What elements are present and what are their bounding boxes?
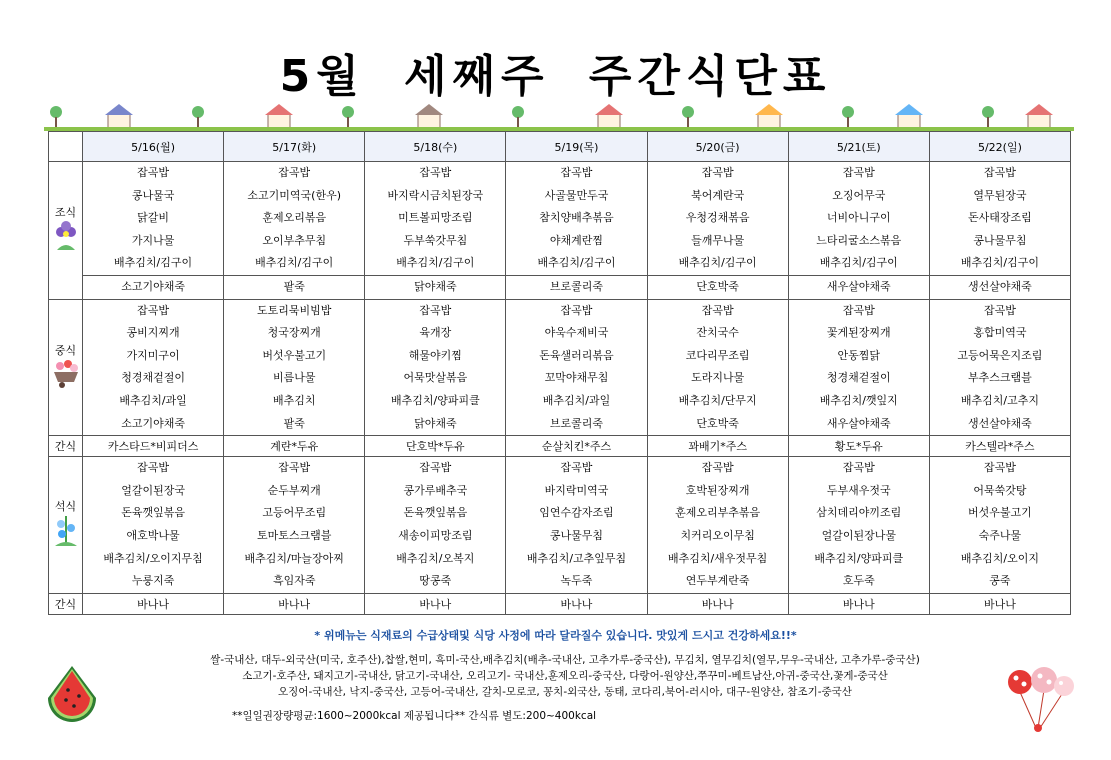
menu-item: 고등어무조림 (262, 506, 327, 520)
menu-item: 훈제오리부추볶음 (675, 506, 761, 520)
day-header: 5/17(화) (224, 132, 365, 162)
menu-item: 잡곡밥 (842, 461, 875, 475)
menu-item: 너비아니구이 (826, 211, 891, 225)
snack-cell: 바나나 (224, 593, 365, 614)
menu-item: 잡곡밥 (137, 166, 170, 179)
menu-item: 호박된장찌개 (685, 483, 750, 497)
menu-item: 버섯우불고기 (968, 506, 1032, 520)
meal-label-cell (49, 162, 83, 300)
snack-row (49, 593, 1071, 614)
menu-item: 북어계란국 (691, 188, 745, 202)
menu-item: 숙주나물 (978, 528, 1022, 542)
menu-item: 사골물만두국 (544, 188, 609, 202)
menu-item: 육개장 (419, 326, 452, 340)
menu-item: 두부쑥갓무침 (403, 233, 468, 247)
meal-label-cell (49, 457, 83, 594)
menu-item: 배추김치/고추지 (960, 393, 1039, 407)
menu-item: 안동찜닭 (837, 348, 881, 362)
corner-cell (49, 132, 83, 162)
menu-cell (929, 457, 1070, 594)
menu-item: 단호박죽 (696, 416, 739, 430)
meal-label: 조식 (54, 205, 77, 219)
flower-cart-icon (50, 380, 82, 393)
menu-item: 배추김치/양파피클 (390, 393, 480, 407)
snack-cell: 꽈배기*주스 (647, 436, 788, 457)
menu-item: 오징어무국 (832, 188, 886, 202)
menu-item: 새우살야채죽 (826, 416, 891, 430)
porridge-item: 소고기야채죽 (83, 275, 223, 299)
meal-label-cell (49, 299, 83, 436)
snack-cell: 바나나 (506, 593, 647, 614)
watermelon-icon (44, 660, 100, 736)
snack-row (49, 436, 1071, 457)
menu-item: 야채계란찜 (549, 233, 604, 247)
menu-cell (788, 457, 929, 594)
menu-item: 배추김치/새우젓무침 (667, 551, 768, 565)
menu-cell (83, 299, 224, 436)
porridge-item: 생선살야채죽 (930, 275, 1070, 299)
origin-info (130, 652, 1000, 700)
menu-item: 배추김치/오복지 (396, 551, 475, 565)
menu-item: 닭갈비 (137, 211, 170, 225)
menu-item: 바지락미역국 (544, 483, 609, 497)
menu-item: 소고기야채죽 (121, 416, 185, 430)
menu-item: 돈육깻잎볶음 (121, 506, 185, 520)
snack-cell: 황도*두유 (788, 436, 929, 457)
menu-cell (788, 162, 929, 300)
meal-label: 간식 (54, 597, 77, 611)
menu-item: 배추김치/오이지무침 (103, 551, 203, 565)
menu-item: 잡곡밥 (560, 303, 593, 317)
menu-cell (224, 162, 365, 300)
menu-item: 참치양배추볶음 (539, 211, 614, 225)
snack-cell: 바나나 (83, 593, 224, 614)
menu-cell (506, 457, 647, 594)
menu-item: 잡곡밥 (560, 166, 593, 179)
page-title: 5월 세째주 주간식단표 (279, 51, 832, 102)
menu-item: 배추김치/김구이 (396, 256, 475, 270)
menu-item: 임연수감자조림 (539, 506, 614, 520)
menu-item: 잡곡밥 (560, 461, 593, 475)
origin-line: 오징어-국내산, 낙지-중국산, 고등어-국내산, 갈치-모로코, 꽁치-외국산, 동태, 코다리,북어-러시아, 대구-원양산, 참조기-중국산 (278, 686, 852, 698)
menu-cell (788, 299, 929, 436)
kcal-info: **일일권장량평균:1600~2000kcal 제공됩니다** 간식류 별도:200~400kcal (232, 710, 597, 722)
menu-cell (224, 457, 365, 594)
menu-item: 팥죽 (283, 416, 305, 430)
menu-cell (647, 457, 788, 594)
menu-item: 야욱수제비국 (544, 326, 609, 340)
notice-text: * 위메뉴는 식재료의 수급상태및 식당 사정에 따라 달라질수 있습니다. 맛있게 드시고 건강하세요!!* (314, 629, 797, 642)
menu-item: 잡곡밥 (278, 461, 311, 475)
menu-item: 얼갈이된장국 (121, 483, 185, 497)
menu-item: 잡곡밥 (701, 461, 734, 475)
day-header: 5/19(목) (506, 132, 647, 162)
menu-item: 새송이피망조림 (398, 528, 473, 542)
menu-item: 잡곡밥 (419, 166, 452, 179)
menu-item: 배추김치/김구이 (819, 256, 898, 270)
porridge-item: 새우살야채죽 (789, 275, 929, 299)
origin-line: 쌀-국내산, 대두-외국산(미국, 호주산),찹쌀,현미, 흑미-국산,배추김치(배추-국내산, 고추가루-중국산), 무김치, 열무김치(열무,무우-국내산, 고추가루-중국산) (210, 654, 920, 666)
day-header: 5/22(일) (929, 132, 1070, 162)
menu-item: 잡곡밥 (983, 166, 1016, 179)
menu-item: 배추김치/양파피클 (814, 551, 904, 565)
menu-item: 청경채겉절이 (121, 371, 185, 385)
menu-item: 부추스크램블 (968, 371, 1032, 385)
snack-cell: 카스타드*비피더스 (83, 436, 224, 457)
menu-item: 꼬막야채무침 (544, 371, 609, 385)
snack-cell: 단호박*두유 (365, 436, 506, 457)
meal-label: 중식 (54, 343, 77, 357)
menu-cell (83, 457, 224, 594)
menu-item: 해물야키찜 (408, 348, 462, 362)
menu-cell (647, 162, 788, 300)
menu-item: 청경채겉절이 (826, 371, 891, 385)
menu-item: 두부새우젓국 (826, 483, 891, 497)
menu-item: 오이부추무침 (262, 233, 327, 247)
menu-item: 잡곡밥 (278, 166, 311, 179)
menu-cell (929, 299, 1070, 436)
ladybug-balloons-icon (1000, 664, 1080, 736)
menu-item: 배추김치/과일 (542, 393, 611, 407)
snack-cell: 바나나 (647, 593, 788, 614)
meal-label: 석식 (54, 500, 77, 514)
menu-cell (365, 457, 506, 594)
menu-item: 누룽지죽 (131, 574, 175, 588)
menu-item: 잡곡밥 (137, 461, 170, 475)
menu-item: 배추김치/김구이 (960, 256, 1039, 270)
menu-cell (506, 162, 647, 300)
menu-item: 코다리무조림 (685, 348, 750, 362)
menu-item: 꽃게된장찌개 (826, 326, 891, 340)
menu-item: 콩죽 (989, 574, 1011, 588)
menu-item: 콩비지찌개 (126, 326, 180, 340)
lunch-row (49, 299, 1071, 436)
menu-item: 콩나물무침 (973, 233, 1027, 247)
menu-item: 도토리묵비빔밥 (257, 303, 332, 317)
menu-item: 녹두죽 (560, 574, 593, 588)
menu-item: 브로콜리죽 (549, 416, 604, 430)
snack-cell: 바나나 (788, 593, 929, 614)
weekly-menu-table (48, 131, 1071, 615)
menu-item: 어묵맛살볶음 (403, 371, 468, 385)
porridge-item: 단호박죽 (648, 275, 788, 299)
menu-item: 잡곡밥 (842, 166, 875, 179)
menu-item: 배추김치/과일 (119, 393, 187, 407)
menu-item: 어묵쑥갓탕 (973, 483, 1027, 497)
menu-item: 잡곡밥 (983, 461, 1016, 475)
snack-cell: 바나나 (929, 593, 1070, 614)
meal-label-cell (49, 436, 83, 457)
menu-item: 비름나물 (272, 371, 316, 385)
menu-item: 배추김치/깻잎지 (819, 393, 898, 407)
menu-item: 가지나물 (131, 233, 175, 247)
menu-item: 느타리굴소스볶음 (816, 233, 902, 247)
menu-item: 잡곡밥 (701, 166, 734, 179)
menu-item: 잡곡밥 (419, 303, 452, 317)
dinner-row (49, 457, 1071, 594)
menu-item: 들깨무나물 (691, 233, 745, 247)
menu-item: 가지미구이 (126, 348, 180, 362)
day-header: 5/20(금) (647, 132, 788, 162)
menu-item: 잡곡밥 (137, 303, 170, 317)
menu-item: 토마토스크램블 (257, 528, 332, 542)
snack-cell: 계란*두유 (224, 436, 365, 457)
menu-item: 잡곡밥 (842, 303, 875, 317)
snack-cell: 카스텔라*주스 (929, 436, 1070, 457)
menu-item: 소고기미역국(한우) (247, 188, 341, 202)
menu-item: 열무된장국 (973, 188, 1027, 202)
menu-cell (506, 299, 647, 436)
porridge-item: 닭야채죽 (365, 275, 505, 299)
menu-item: 배추김치/김구이 (537, 256, 616, 270)
menu-item: 콩가루배추국 (403, 483, 468, 497)
menu-item: 콩나물무침 (549, 528, 604, 542)
origin-line: 소고기-호주산, 돼지고기-국내산, 닭고기-국내산, 오리고기- 국내산,훈제오리-중국산, 다랑어-원양산,쭈꾸미-베트남산,아귀-중국산,꽃게-중국산 (242, 670, 888, 682)
menu-item: 애호박나물 (126, 528, 180, 542)
snack-cell: 순살치킨*주스 (506, 436, 647, 457)
menu-item: 홍합미역국 (973, 326, 1027, 340)
meal-label: 간식 (54, 440, 77, 454)
day-header: 5/16(월) (83, 132, 224, 162)
menu-cell (647, 299, 788, 436)
bluebell-flower-icon (51, 538, 81, 551)
menu-cell (365, 299, 506, 436)
menu-item: 도라지나물 (691, 371, 745, 385)
menu-item: 땅콩죽 (419, 574, 452, 588)
menu-item: 배추김치/고추잎무침 (526, 551, 627, 565)
menu-item: 배추김치 (272, 393, 316, 407)
menu-item: 콩나물국 (131, 188, 175, 202)
menu-item: 바지락시금치된장국 (387, 188, 484, 202)
menu-item: 버섯우불고기 (262, 348, 327, 362)
menu-item: 배추김치/김구이 (255, 256, 334, 270)
village-houses-icon (48, 100, 1072, 130)
menu-item: 배추김치/김구이 (678, 256, 757, 270)
menu-cell (929, 162, 1070, 300)
porridge-item: 팥죽 (224, 275, 364, 299)
menu-item: 잡곡밥 (419, 461, 452, 475)
menu-item: 돈육샐러리볶음 (539, 348, 614, 362)
menu-cell (365, 162, 506, 300)
menu-item: 배추김치/마늘장아찌 (244, 551, 344, 565)
menu-item: 치커리오이무침 (680, 528, 755, 542)
menu-item: 순두부찌개 (267, 483, 321, 497)
menu-item: 고등어묵은지조림 (957, 348, 1043, 362)
day-header: 5/21(토) (788, 132, 929, 162)
menu-item: 생선살야채죽 (968, 416, 1032, 430)
snack-cell: 바나나 (365, 593, 506, 614)
menu-item: 미트볼피망조림 (398, 211, 473, 225)
menu-item: 얼갈이된장나물 (821, 528, 896, 542)
menu-item: 연두부계란죽 (685, 574, 750, 588)
menu-item: 배추김치/오이지 (960, 551, 1039, 565)
menu-item: 흑임자죽 (272, 574, 316, 588)
menu-item: 배추김치/김구이 (114, 256, 193, 270)
menu-cell (83, 162, 224, 300)
porridge-item: 브로콜리죽 (506, 275, 646, 299)
menu-item: 호두죽 (842, 574, 875, 588)
menu-cell (224, 299, 365, 436)
menu-item: 닭야채죽 (414, 416, 457, 430)
day-header: 5/18(수) (365, 132, 506, 162)
menu-item: 잡곡밥 (983, 303, 1016, 317)
menu-item: 우청겅채볶음 (685, 211, 750, 225)
menu-item: 삼치데리야끼조림 (816, 506, 902, 520)
menu-item: 청국장찌개 (267, 326, 321, 340)
menu-item: 잔치국수 (696, 326, 739, 340)
day-header-row (49, 132, 1071, 162)
menu-item: 돈육깻잎볶음 (403, 506, 468, 520)
menu-item: 잡곡밥 (701, 303, 734, 317)
menu-item: 훈제오리볶음 (262, 211, 327, 225)
breakfast-row (49, 162, 1071, 300)
menu-item: 돈사태장조림 (968, 211, 1032, 225)
menu-item: 배추김치/단무지 (678, 393, 757, 407)
violet-flower-icon (51, 244, 81, 257)
meal-label-cell (49, 593, 83, 614)
